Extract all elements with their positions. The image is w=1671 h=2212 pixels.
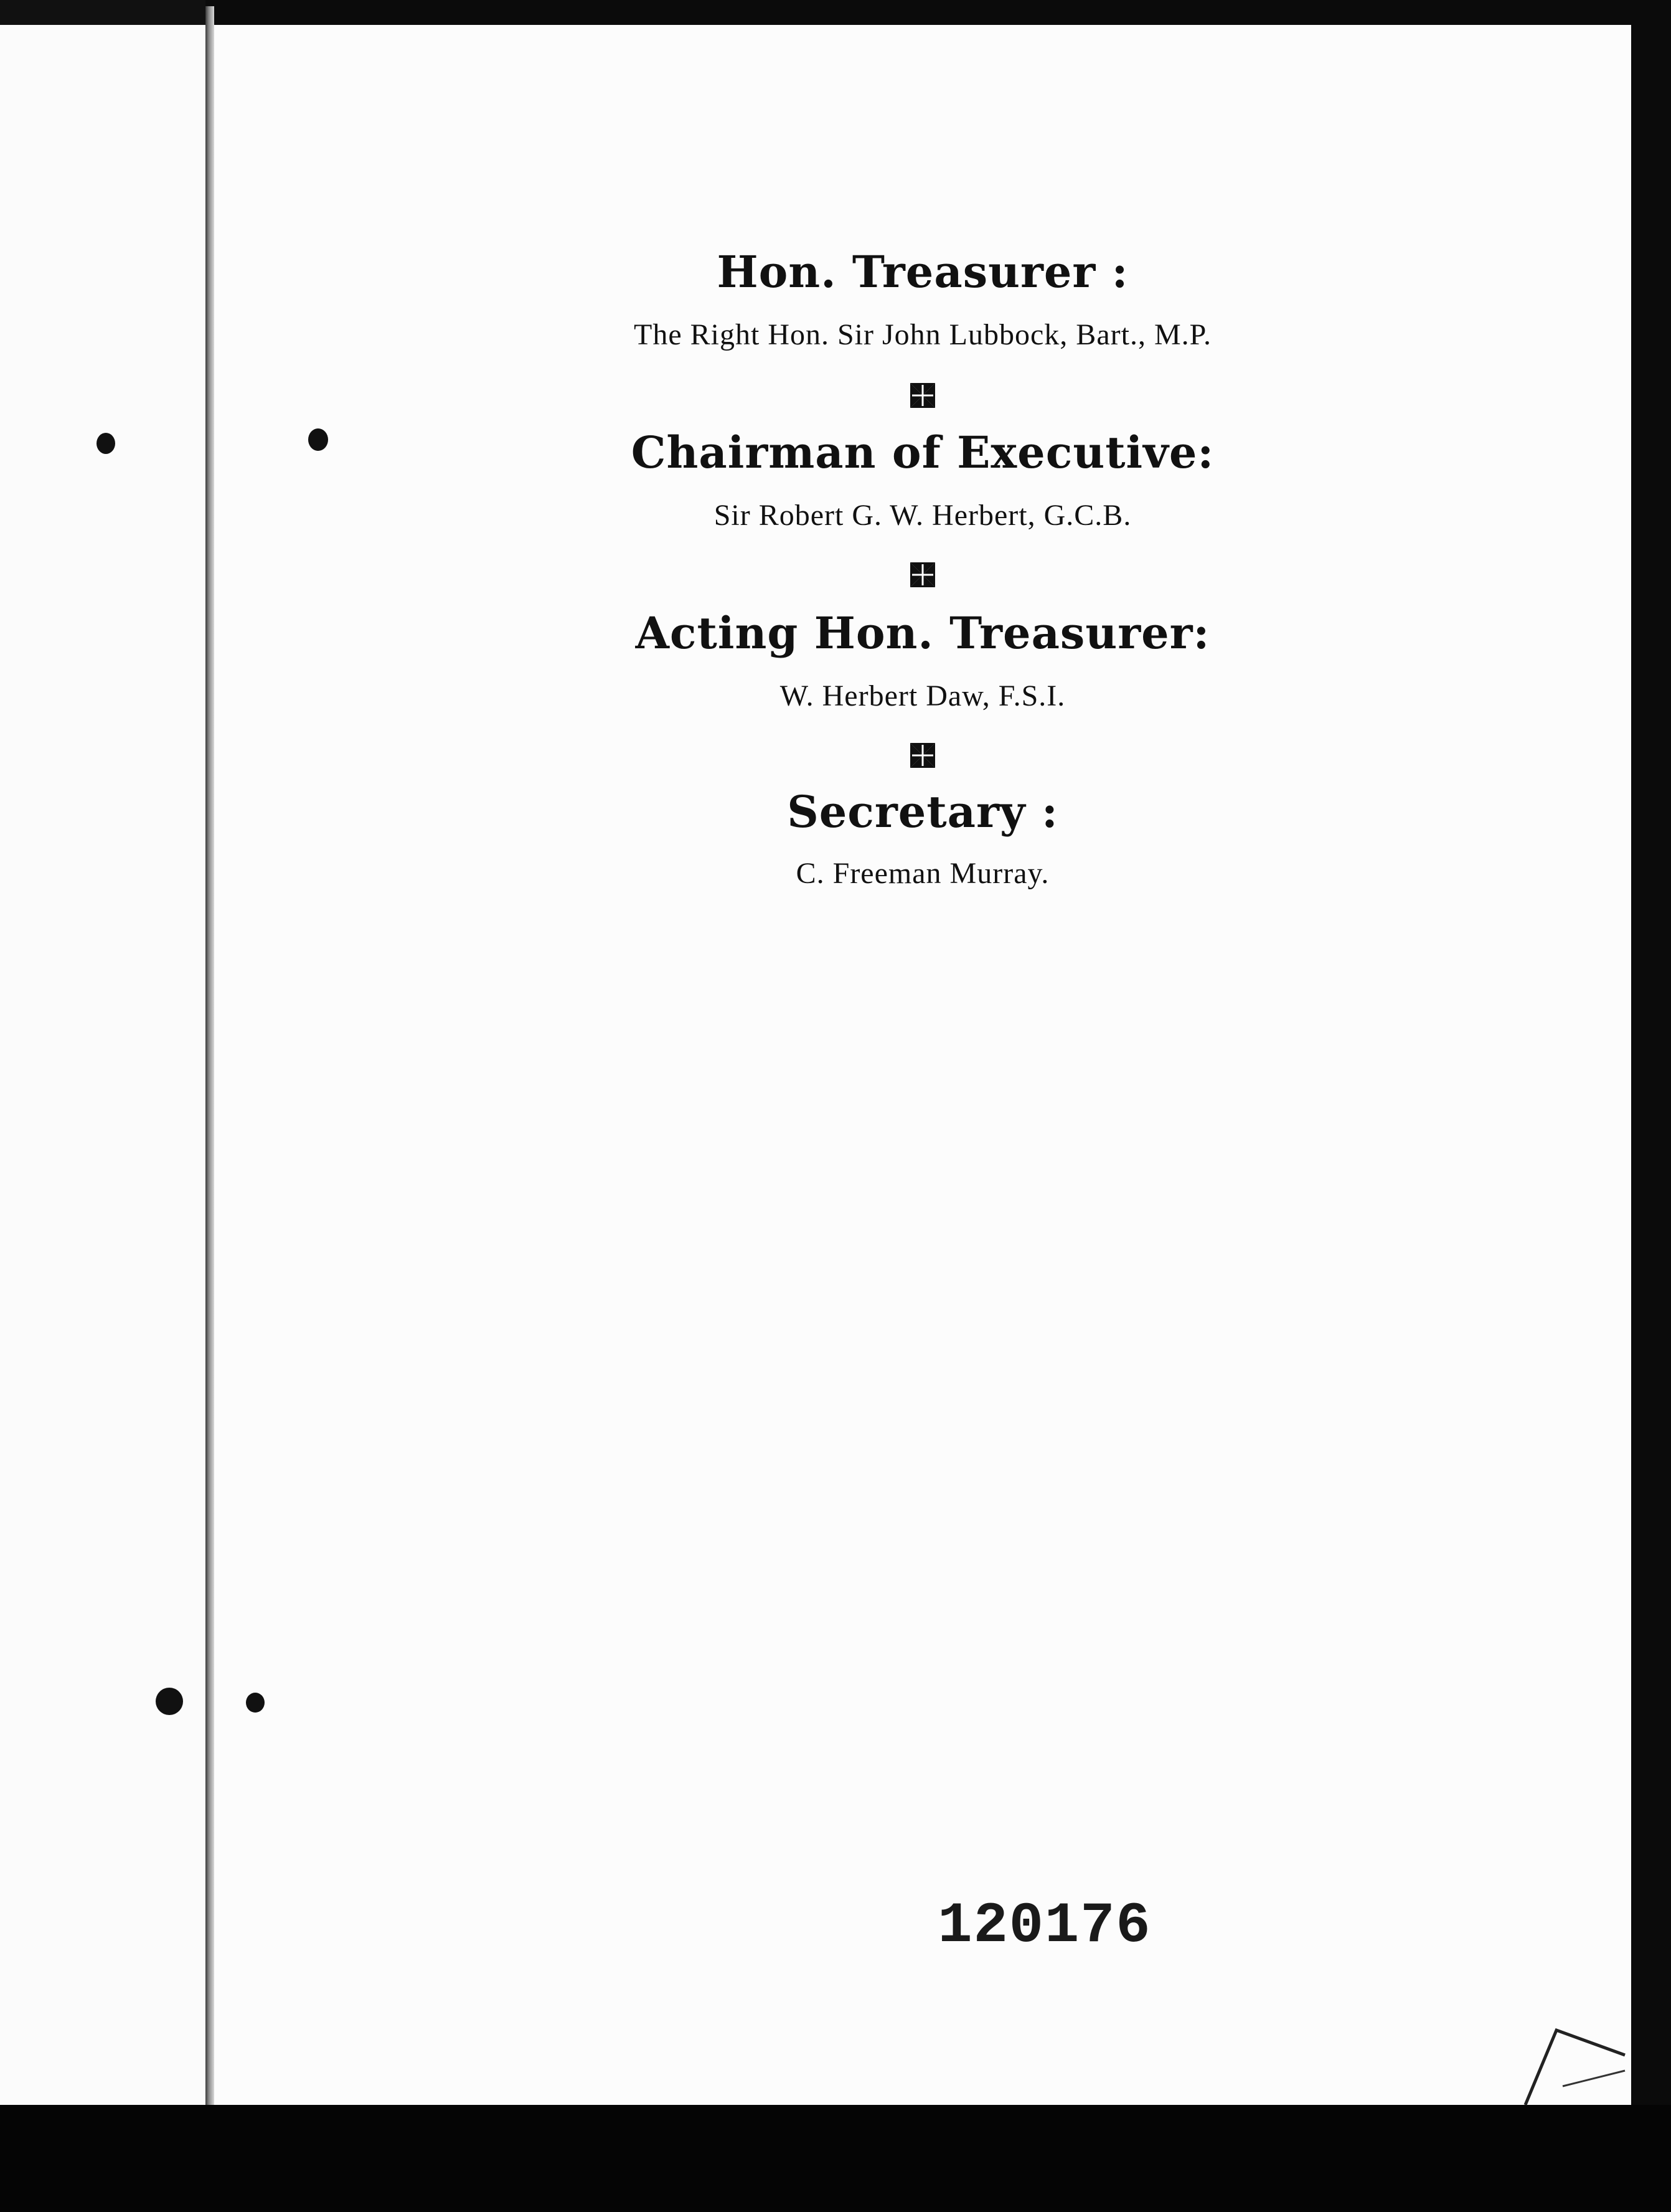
section-heading-hon-treasurer: Hon. Treasurer : [717, 246, 1129, 298]
section-name-chairman: Sir Robert G. W. Herbert, G.C.B. [713, 499, 1132, 532]
section-name-hon-treasurer: The Right Hon. Sir John Lubbock, Bart., M.P. [634, 318, 1212, 351]
scan-right-border [1631, 12, 1671, 2212]
maltese-cross-icon [214, 559, 1631, 590]
maltese-cross-icon [214, 380, 1631, 411]
ink-speck [246, 1693, 265, 1713]
ink-speck [96, 433, 115, 454]
section-heading-secretary: Secretary : [787, 786, 1058, 838]
officers-list [214, 0, 1631, 934]
accession-stamp: 120176 [938, 1893, 1152, 1959]
section-name-secretary: C. Freeman Murray. [796, 857, 1050, 890]
scan-bottom-border [0, 2105, 1671, 2212]
page-corner-fold [1519, 2011, 1631, 2111]
book-gutter [205, 6, 214, 2136]
ink-speck [156, 1688, 183, 1715]
section-heading-acting-treasurer: Acting Hon. Treasurer: [635, 607, 1210, 659]
facing-page [0, 25, 205, 2117]
section-name-acting-treasurer: W. Herbert Daw, F.S.I. [779, 679, 1066, 712]
maltese-cross-icon [214, 740, 1631, 771]
section-heading-chairman: Chairman of Executive: [631, 427, 1215, 478]
